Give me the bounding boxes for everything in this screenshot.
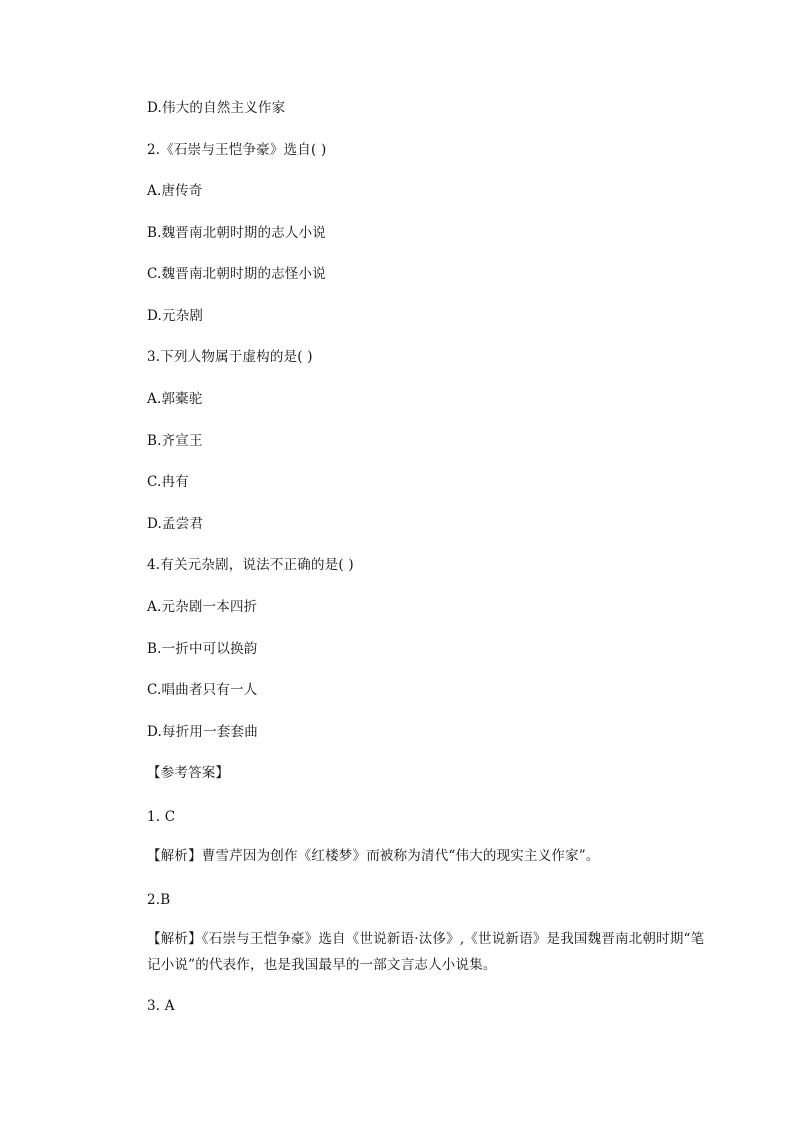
option-2a: A.唐传奇	[147, 183, 203, 199]
option-3c: C.冉有	[147, 474, 189, 490]
option-2d: D.元杂剧	[147, 308, 204, 324]
analysis-2: 【解析】《石崇与王恺争豪》选自《世说新语·汰侈》,《世说新语》是我国魏晋南北朝时期“笔记小说”的代表作，也是我国最早的一部文言志人小说集。	[147, 931, 705, 973]
analysis-1: 【解析】曹雪芹因为创作《红楼梦》而被称为清代“伟大的现实主义作家”。	[147, 848, 600, 864]
question-3: 3.下列人物属于虚构的是( )	[147, 349, 313, 365]
answer-3: 3. A	[147, 998, 175, 1014]
option-1d: D.伟大的自然主义作家	[147, 100, 286, 116]
question-4: 4.有关元杂剧，说法不正确的是( )	[147, 557, 354, 573]
option-3a: A.郭橐驼	[147, 391, 203, 407]
option-2c: C.魏晋南北朝时期的志怪小说	[147, 266, 326, 282]
option-4c: C.唱曲者只有一人	[147, 682, 258, 698]
answers-heading: 【参考答案】	[147, 765, 230, 781]
option-3b: B.齐宣王	[147, 433, 203, 449]
option-4d: D.每折用一套套曲	[147, 724, 258, 740]
option-3d: D.孟尝君	[147, 516, 204, 532]
option-4b: B.一折中可以换韵	[147, 641, 258, 657]
question-2: 2.《石崇与王恺争豪》选自( )	[147, 142, 327, 158]
option-2b: B.魏晋南北朝时期的志人小说	[147, 225, 327, 241]
option-4a: A.元杂剧一本四折	[147, 599, 258, 615]
answer-1: 1. C	[147, 809, 176, 825]
answer-2: 2.B	[147, 892, 171, 908]
